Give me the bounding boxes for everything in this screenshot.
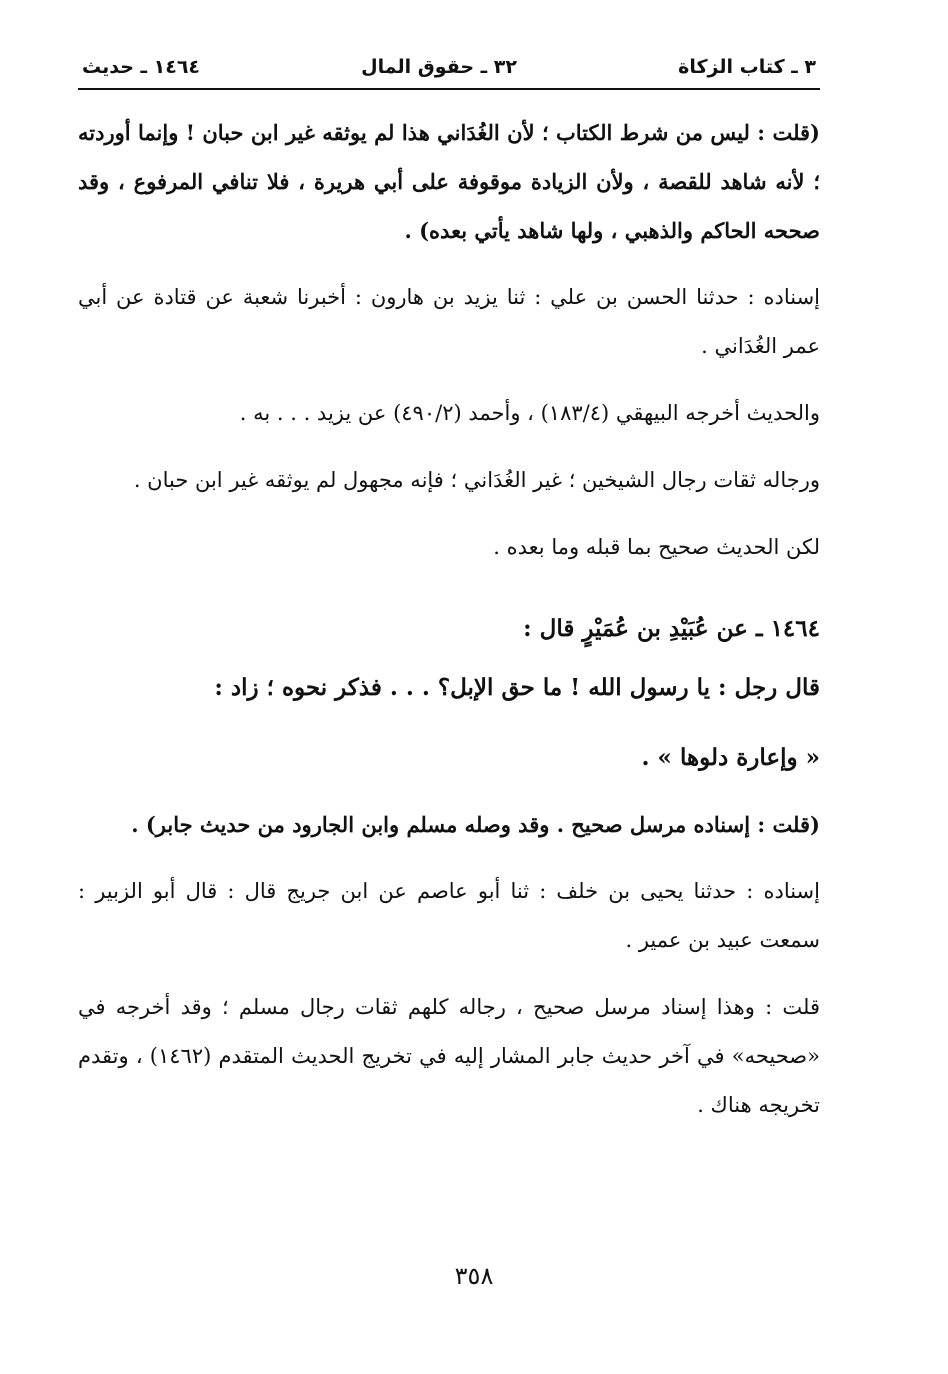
paragraph-isnad-2: إسناده : حدثنا يحيى بن خلف : ثنا أبو عاصم عن ابن جريج قال : قال أبو الزبير : سمعت عبيد بن عمير . bbox=[78, 879, 820, 952]
header-book-title: ٣ ـ كتاب الزكاة bbox=[678, 56, 816, 78]
paragraph-takhrij-2: قلت : وهذا إسناد مرسل صحيح ، رجاله كلهم ثقات رجال مسلم ؛ وقد أخرجه في «صحيحه» في آخر حديث جابر المشار إليه في تخريج الحديث المتقدم (١٤٦٢) ، وتقدم تخريجه هناك . bbox=[78, 995, 820, 1117]
paragraph-note-1: (قلت : ليس من شرط الكتاب ؛ لأن الغُدَاني هذا لم يوثقه غير ابن حبان ! وإنما أوردته ؛ لأنه شاهد للقصة ، ولأن الزيادة موقوفة على أبي هريرة ، فلا تنافي المرفوع ، وقد صححه الحاكم والذهبي ، ولها شاهد يأتي بعده) . bbox=[78, 120, 820, 243]
paragraph-verdict-1: لكن الحديث صحيح بما قبله وما بعده . bbox=[493, 535, 820, 559]
paragraph-takhrij-1: والحديث أخرجه البيهقي (١٨٣/٤) ، وأحمد (٤٩٠/٢) عن يزيد . . . به . bbox=[239, 401, 820, 425]
hadith-text-line-2: « وإعارة دلوها » . bbox=[641, 744, 820, 771]
paragraph-narrators-1: ورجاله ثقات رجال الشيخين ؛ غير الغُدَاني ؛ فإنه مجهول لم يوثقه غير ابن حبان . bbox=[133, 468, 820, 492]
running-header bbox=[78, 50, 820, 90]
hadith-text-line-1: قال رجل : يا رسول الله ! ما حق الإبل؟ . . . فذكر نحوه ؛ زاد : bbox=[214, 674, 820, 701]
header-hadith-ref: ١٤٦٤ ـ حديث bbox=[82, 56, 201, 78]
header-chapter-title: ٣٢ ـ حقوق المال bbox=[361, 56, 517, 78]
page-number: ٣٥٨ bbox=[454, 1262, 494, 1290]
paragraph-isnad-1: إسناده : حدثنا الحسن بن علي : ثنا يزيد بن هارون : أخبرنا شعبة عن قتادة عن أبي عمر الغُدَاني . bbox=[78, 285, 820, 358]
paragraph-note-2: (قلت : إسناده مرسل صحيح . وقد وصله مسلم وابن الجارود من حديث جابر) . bbox=[131, 812, 820, 837]
hadith-title: ١٤٦٤ ـ عن عُبَيْدِ بن عُمَيْرٍ قال : bbox=[523, 615, 820, 642]
document-page bbox=[78, 50, 820, 1148]
page-content bbox=[78, 108, 820, 1130]
